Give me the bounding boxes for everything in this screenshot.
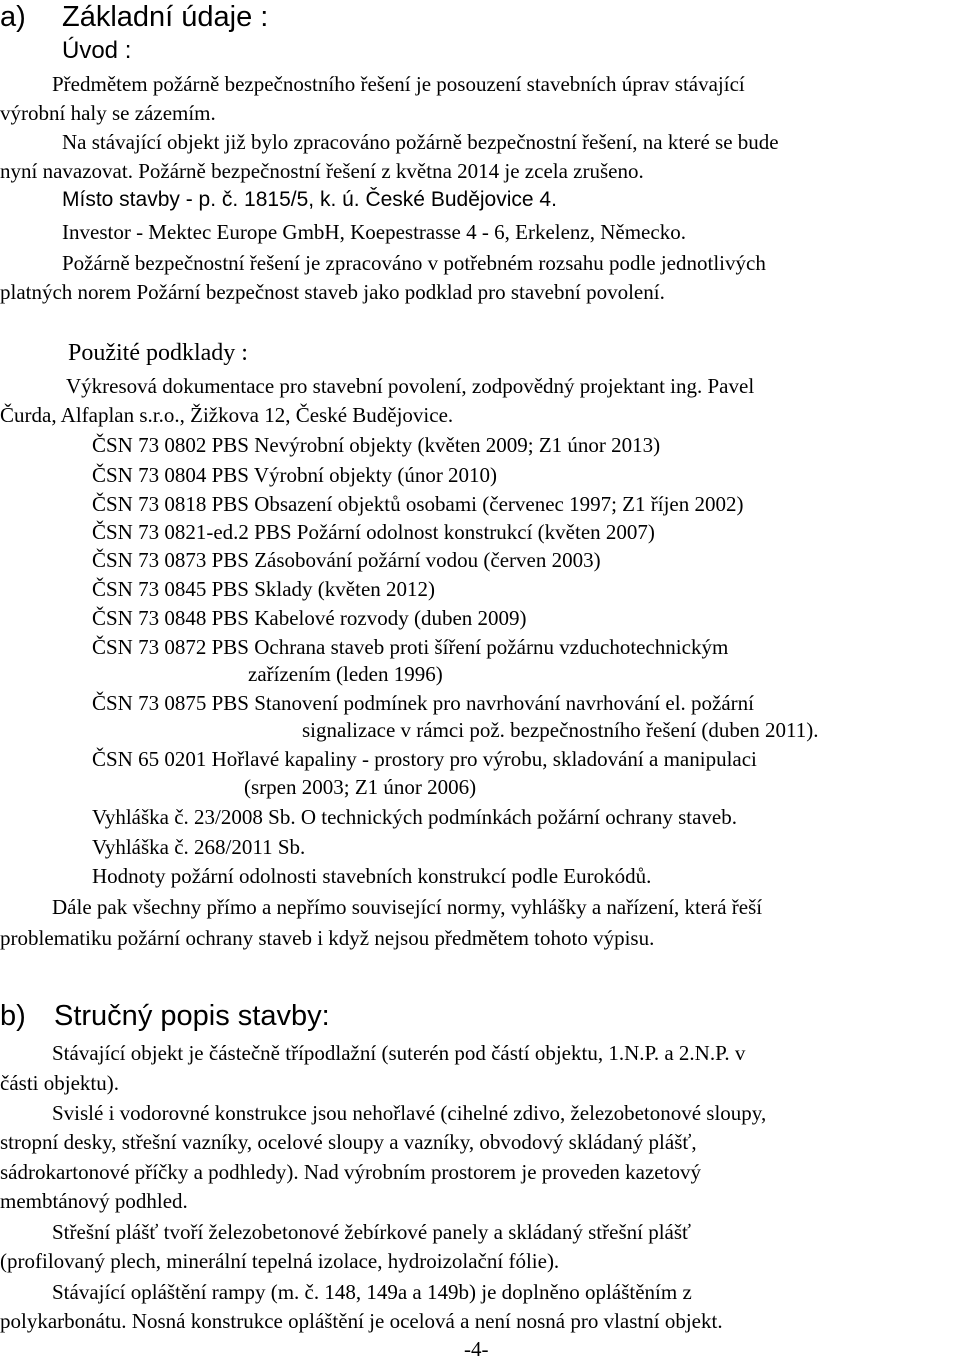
norm-item: ČSN 73 0848 PBS Kabelové rozvody (duben 2009) — [92, 606, 527, 630]
section-b-heading: Stručný popis stavby: — [54, 1000, 330, 1032]
norm-item: Hodnoty požární odolnosti stavebních konstrukcí podle Eurokódů. — [92, 864, 652, 888]
section-a-letter: a) — [0, 1, 26, 33]
paragraph-line: problematiku požární ochrany staveb i když nejsou předmětem tohoto výpisu. — [0, 926, 655, 950]
norm-item: Vyhláška č. 268/2011 Sb. — [92, 835, 306, 859]
norm-item: Vyhláška č. 23/2008 Sb. O technických podmínkách požární ochrany staveb. — [92, 805, 738, 829]
page-number: -4- — [464, 1337, 489, 1361]
norm-item: ČSN 73 0875 PBS Stanovení podmínek pro navrhování navrhování el. požární — [92, 691, 755, 715]
norm-item: ČSN 73 0845 PBS Sklady (květen 2012) — [92, 577, 436, 601]
paragraph-line: Předmětem požárně bezpečnostního řešení je posouzení stavebních úprav stávající — [52, 72, 745, 96]
section-b-letter: b) — [0, 1000, 26, 1032]
norm-item: ČSN 73 0802 PBS Nevýrobní objekty (květen 2009; Z1 únor 2013) — [92, 433, 661, 457]
norm-item: ČSN 73 0872 PBS Ochrana staveb proti šíření požárnu vzduchotechnickým — [92, 635, 729, 659]
norm-item-continuation: (srpen 2003; Z1 únor 2006) — [244, 775, 477, 799]
norm-item: ČSN 73 0821-ed.2 PBS Požární odolnost konstrukcí (květen 2007) — [92, 520, 655, 544]
paragraph-line: (profilovaný plech, minerální tepelná izolace, hydroizolační fólie). — [0, 1249, 560, 1273]
paragraph-line: platných norem Požární bezpečnost staveb jako podklad pro stavební povolení. — [0, 280, 665, 304]
investor: Investor - Mektec Europe GmbH, Koepestrasse 4 - 6, Erkelenz, Německo. — [62, 220, 686, 244]
paragraph-line: sádrokartonové příčky a podhledy). Nad výrobním prostorem je proveden kazetový — [0, 1160, 701, 1184]
norm-item-continuation: signalizace v rámci pož. bezpečnostního řešení (duben 2011). — [302, 718, 819, 742]
norm-item: ČSN 73 0804 PBS Výrobní objekty (únor 2010) — [92, 463, 498, 487]
paragraph-line: Čurda, Alfaplan s.r.o., Žižkova 12, České Budějovice. — [0, 403, 454, 427]
podklady-heading: Použité podklady : — [68, 340, 248, 366]
paragraph-line: polykarbonátu. Nosná konstrukce opláštění je ocelová a není nosná pro vlastní objekt. — [0, 1309, 723, 1333]
paragraph-line: membtánový podhled. — [0, 1189, 188, 1213]
paragraph-line: Stávající objekt je částečně třípodlažní (suterén pod částí objektu, 1.N.P. a 2.N.P. v — [52, 1041, 746, 1065]
paragraph-line: Střešní plášť tvoří železobetonové žebírkové panely a skládaný střešní plášť — [52, 1220, 692, 1244]
norm-item: ČSN 65 0201 Hořlavé kapaliny - prostory pro výrobu, skladování a manipulaci — [92, 747, 757, 771]
paragraph-line: Na stávající objekt již bylo zpracováno požárně bezpečnostní řešení, na které se bude — [62, 130, 779, 154]
norm-item-continuation: zařízením (leden 1996) — [248, 662, 443, 686]
paragraph-line: výrobní haly se zázemím. — [0, 101, 216, 125]
paragraph-line: Požárně bezpečnostní řešení je zpracováno v potřebném rozsahu podle jednotlivých — [62, 251, 766, 275]
paragraph-line: stropní desky, střešní vazníky, ocelové sloupy a vazníky, obvodový skládaný plášť, — [0, 1130, 697, 1154]
paragraph-line: Stávající opláštění rampy (m. č. 148, 149a a 149b) je doplněno opláštěním z — [52, 1280, 692, 1304]
misto-stavby: Místo stavby - p. č. 1815/5, k. ú. České Budějovice 4. — [62, 188, 557, 211]
uvod-heading: Úvod : — [62, 37, 132, 64]
section-a-heading: Základní údaje : — [62, 1, 269, 33]
paragraph-line: nyní navazovat. Požárně bezpečnostní řešení z května 2014 je zcela zrušeno. — [0, 159, 644, 183]
norm-item: ČSN 73 0873 PBS Zásobování požární vodou (červen 2003) — [92, 548, 601, 572]
norm-item: ČSN 73 0818 PBS Obsazení objektů osobami (červenec 1997; Z1 říjen 2002) — [92, 492, 744, 516]
paragraph-line: Výkresová dokumentace pro stavební povolení, zodpovědný projektant ing. Pavel — [66, 374, 755, 398]
paragraph-line: Svislé i vodorovné konstrukce jsou nehořlavé (cihelné zdivo, železobetonové sloupy, — [52, 1101, 767, 1125]
paragraph-line: Dále pak všechny přímo a nepřímo související normy, vyhlášky a nařízení, která řeší — [52, 895, 763, 919]
paragraph-line: části objektu). — [0, 1071, 119, 1095]
